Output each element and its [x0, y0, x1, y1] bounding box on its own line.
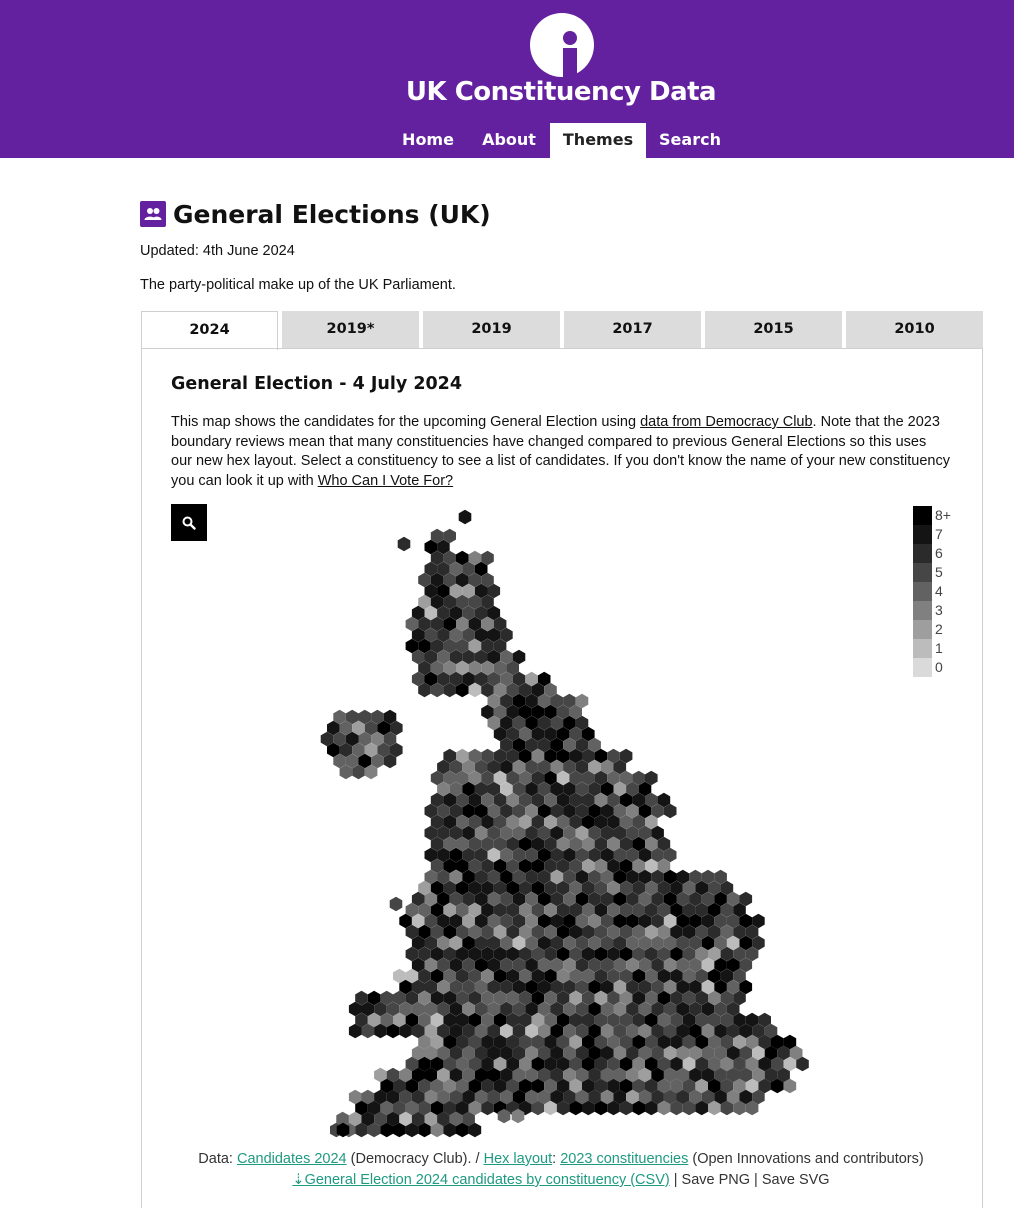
who-can-i-vote-for-link[interactable]: Who Can I Vote For?	[317, 472, 454, 489]
legend-label: 1	[935, 640, 943, 656]
csv-download-link[interactable]	[292, 1172, 669, 1188]
legend-swatch	[913, 601, 932, 620]
constituencies-2023-link[interactable]: 2023 constituencies	[560, 1151, 689, 1167]
section-title: General Election - 4 July 2024	[171, 374, 463, 394]
legend-swatch	[913, 620, 932, 639]
tab-2019[interactable]: 2019	[423, 311, 560, 349]
legend-label: 3	[935, 602, 943, 618]
save-svg-button[interactable]: Save SVG	[761, 1172, 830, 1188]
constituencies-source: (Open Innovations and contributors)	[688, 1151, 924, 1167]
updated-date: Updated: 4th June 2024	[140, 243, 295, 259]
legend-swatch	[913, 639, 932, 658]
legend-label: 8+	[935, 507, 951, 523]
tab-2024[interactable]: 2024	[141, 311, 278, 350]
nav-search[interactable]: Search	[659, 130, 721, 149]
tab-2015[interactable]: 2015	[705, 311, 842, 349]
nav-about[interactable]: About	[482, 130, 536, 149]
nav-themes[interactable]: Themes	[550, 123, 646, 158]
legend-label: 6	[935, 545, 943, 561]
year-tabs	[141, 311, 983, 349]
legend-swatch	[913, 563, 932, 582]
hex-layout-link[interactable]: Hex layout	[483, 1151, 553, 1167]
search-icon	[182, 516, 196, 530]
legend-swatch	[913, 658, 932, 677]
credits-data-label: Data:	[198, 1151, 237, 1167]
data-credits	[140, 1151, 982, 1167]
csv-download-label: General Election 2024 candidates by constituency (CSV)	[304, 1172, 670, 1188]
desc-text-2: . Note that the 2023 boundary reviews mean that many constituencies have changed compared to previous General Elections so this uses our new hex layout. Select a constituency to see a list of candidates. If you don't know the name of your new constituency you can look it up with	[171, 414, 950, 489]
site-title[interactable]: UK Constituency Data	[405, 77, 717, 107]
nav-home[interactable]: Home	[402, 130, 454, 149]
page-title-text: General Elections (UK)	[173, 199, 491, 229]
divider: |	[750, 1172, 762, 1188]
site-header	[0, 0, 1014, 158]
map-search-button[interactable]	[171, 504, 207, 541]
page-title	[140, 196, 491, 232]
divider: |	[669, 1172, 682, 1188]
main-nav	[0, 123, 1014, 158]
tab-2017[interactable]: 2017	[564, 311, 701, 349]
legend-label: 0	[935, 659, 943, 675]
legend-label: 7	[935, 526, 943, 542]
map-description	[171, 413, 951, 491]
info-person-icon[interactable]	[529, 12, 595, 78]
people-icon	[140, 201, 166, 227]
download-icon: ⇣	[292, 1172, 305, 1188]
candidates-source: (Democracy Club). /	[346, 1151, 484, 1167]
legend-label: 5	[935, 564, 943, 580]
legend-label: 2	[935, 621, 943, 637]
legend-label: 4	[935, 583, 943, 599]
credits-colon: :	[552, 1151, 561, 1167]
download-links	[140, 1172, 982, 1188]
democracy-club-link[interactable]: data from Democracy Club	[640, 414, 813, 430]
legend-swatch	[913, 525, 932, 544]
page-intro: The party-political make up of the UK Parliament.	[140, 277, 456, 293]
tab-2019-star[interactable]: 2019*	[282, 311, 419, 349]
legend-swatch	[913, 544, 932, 563]
candidates-2024-link[interactable]: Candidates 2024	[236, 1151, 347, 1167]
desc-text-1: This map shows the candidates for the upcoming General Election using	[171, 414, 641, 430]
legend-swatch	[913, 506, 932, 525]
legend-swatch	[913, 582, 932, 601]
save-png-button[interactable]: Save PNG	[681, 1172, 751, 1188]
tab-2010[interactable]: 2010	[846, 311, 983, 349]
